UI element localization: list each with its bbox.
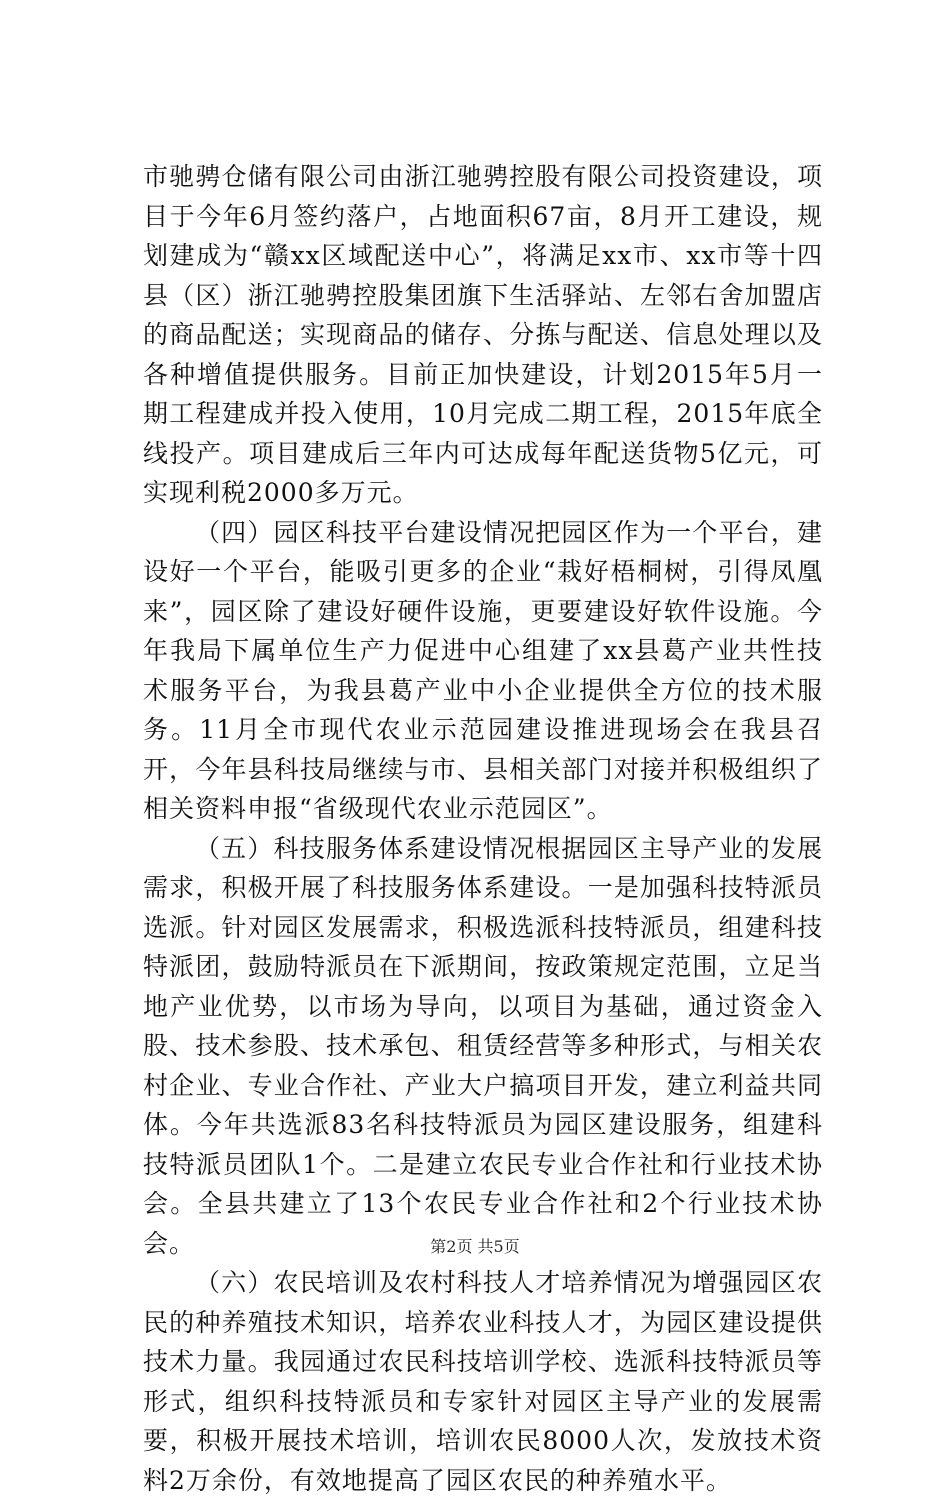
paragraph-section-4: （四）园区科技平台建设情况把园区作为一个平台，建设好一个平台，能吸引更多的企业“栽好梧桐树，引得凤凰来”，园区除了建设好硬件设施，更要建设好软件设施。今年我局下属单位生产力促进中心组建了xx县葛产业共性技术服务平台，为我县葛产业中小企业提供全方位的技术服务。11月全市现代农业示范园建设推进现场会在我县召开，今年县科技局继续与市、县相关部门对接并积极组织了相关资料申报“省级现代农业示范园区”。 xyxy=(143,517,823,823)
paragraph-section-6: （六）农民培训及农村科技人才培养情况为增强园区农民的种养殖技术知识，培养农业科技人才，为园区建设提供技术力量。我园通过农民科技培训学校、选派科技特派员等形式，组织科技特派员和专家针对园区主导产业的发展需要，积极开展技术培训，培训农民8000人次，发放技术资料2万余份，有效地提高了园区农民的种养殖水平。 xyxy=(143,1268,823,1495)
page-number-label: 第2页 共5页 xyxy=(430,1237,520,1256)
paragraph-intro: 市驰骋仓储有限公司由浙江驰骋控股有限公司投资建设，项目于今年6月签约落户，占地面积67亩，8月开工建设，规划建成为“赣xx区域配送中心”，将满足xx市、xx市等十四县（区）浙江驰骋控股集团旗下生活驿站、左邻右舍加盟店的商品配送；实现商品的储存、分拣与配送、信息处理以及各种增值提供服务。目前正加快建设，计划2015年5月一期工程建成并投入使用，10月完成二期工程，2015年底全线投产。项目建成后三年内可达成每年配送货物5亿元，可实现利税2000多万元。 xyxy=(143,162,823,507)
page-footer xyxy=(0,1236,950,1258)
document-body xyxy=(143,157,823,1500)
paragraph-section-5: （五）科技服务体系建设情况根据园区主导产业的发展需求，积极开展了科技服务体系建设。一是加强科技特派员选派。针对园区发展需求，积极选派科技特派员，组建科技特派团，鼓励特派员在下派期间，按政策规定范围，立足当地产业优势，以市场为导向，以项目为基础，通过资金入股、技术参股、技术承包、租赁经营等多种形式，与相关农村企业、专业合作社、产业大户搞项目开发，建立利益共同体。今年共选派83名科技特派员为园区建设服务，组建科技特派员团队1个。二是建立农民专业合作社和行业技术协会。全县共建立了13个农民专业合作社和2个行业技术协会。 xyxy=(143,833,823,1258)
